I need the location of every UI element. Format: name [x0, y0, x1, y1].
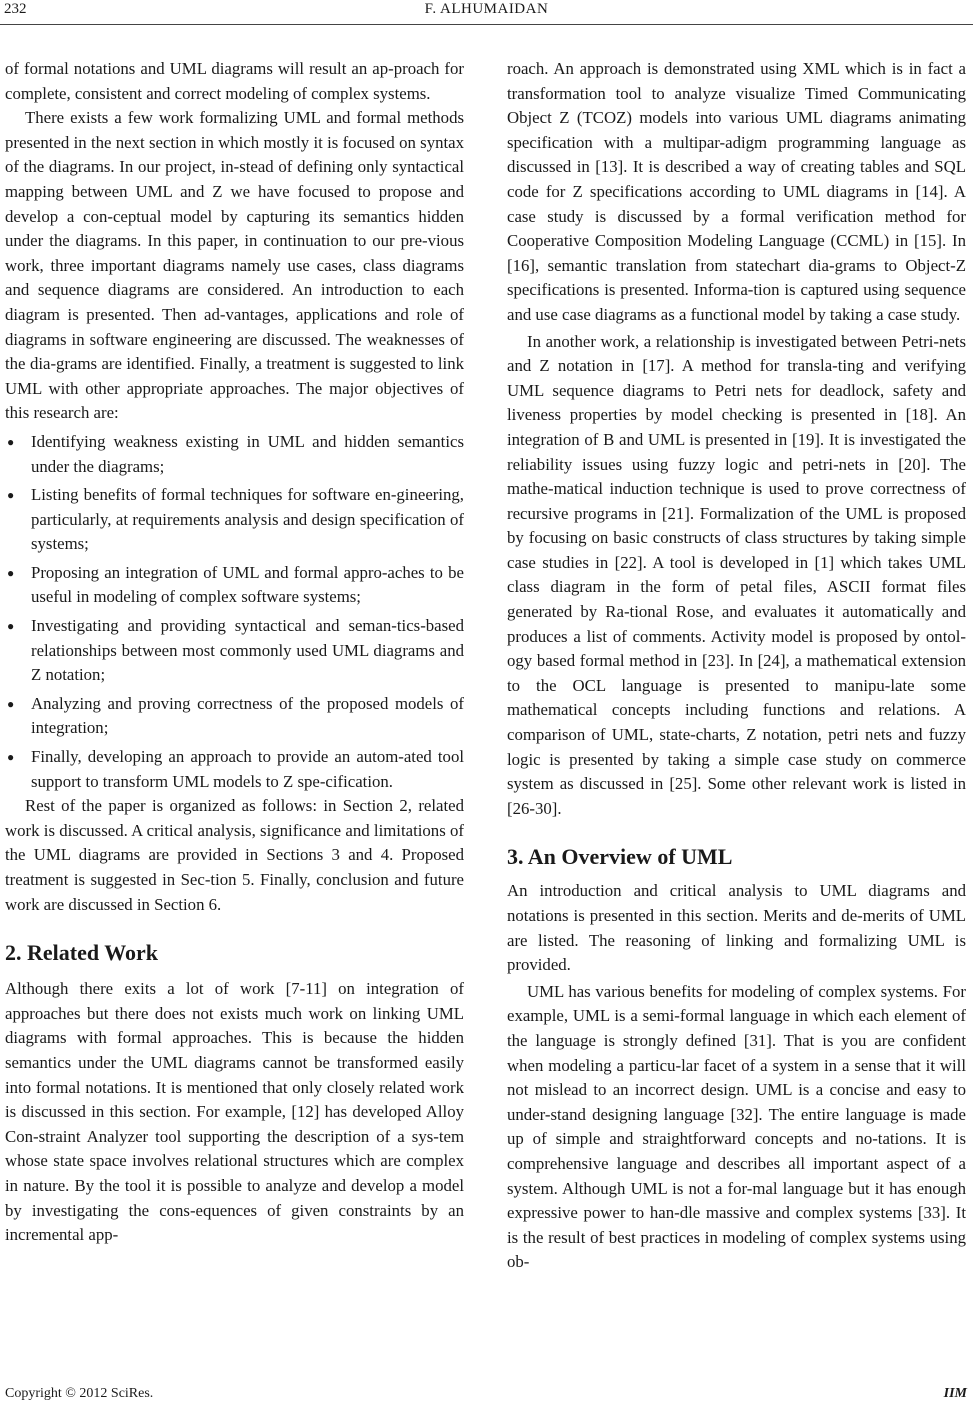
paragraph: of formal notations and UML diagrams will result an ap-proach for complete, consistent and correct modeling of complex systems.: [5, 59, 464, 103]
paragraph: In another work, a relationship is investigated between Petri-nets and Z notation in [17]. A method for transla-ting and verifying UML sequence diagrams to Petri nets for deadlock, safety and liveness properties by model checking is presented in [18]. An integration of B and UML is presented in [19]. It is investigated the reliability issues using fuzzy logic and petri-nets in [20]. The mathe-matical induction technique is used to prove correctness of recursive programs in [21]. Formalization of the UML is proposed by focusing on basic constructs of class structures by taking simple case studies in [22]. A tool is developed in [1] which takes UML class diagram in the form of petal files, ASCII format files generated by Ra-tional Rose, and evaluates it automatically and produces a list of comments. Activity model is proposed by ontol-ogy based formal method in [23]. In [24], a mathematical extension to the OCL language is presented to manipu-late some mathematical concepts including functions and relations. A comparison of UML, state-charts, Z notation, petri nets and fuzzy logic is presented by taking a simple case study on commerce system as discussed in [25]. Some other relevant work is listed in [26-30].: [507, 331, 966, 818]
paragraph: There exists a few work formalizing UML and formal methods presented in the next section in which mostly it is focused on syntax of the diagrams. In our project, in-stead of defining only syntactical mapping between UML and Z we have focused to propose and develop a con-ceptual model by capturing its semantics hidden under the diagrams. In this paper, in continuation to our pre-vious work, three important diagrams namely use cases, class diagrams and sequence diagrams are considered. An introduction to each diagram is presented. Then ad-vantages, applications and role of diagrams in software engineering are discussed. The weaknesses of the dia-grams are identified. Finally, a treatment is suggested to link UML with other appropriate approaches. The major objectives of this research are:: [5, 108, 464, 423]
section-heading: 3. An Overview of UML: [507, 844, 733, 870]
bullet-icon: ●: [7, 750, 15, 765]
paragraph: Although there exits a lot of work [7-11] on integration of approaches but there does not exists much work on linking UML diagrams with formal approaches. This is because the hidden semantics under the UML diagrams cannot be transformed easily into formal notations. It is mentioned that only closely related work is discussed in this section. For example, [12] has developed Alloy Con-straint Analyzer tool supporting the description of a sys-tem whose state space involves relational structures which are complex in nature. By the tool it is possible to analyze and develop a model by investigating the cons-equences of given constraints by an incremental app-: [5, 979, 464, 1245]
list-item: ● Analyzing and proving correctness of the proposed models of integration;: [7, 693, 464, 738]
list-item: ● Investigating and providing syntactical and seman-tics-based relationships between most commonly used UML diagrams and Z notation;: [7, 616, 464, 685]
left-column: [5, 57, 464, 1248]
list-item: ● Identifying weakness existing in UML and hidden semantics under the diagrams;: [7, 431, 464, 476]
bullet-icon: ●: [7, 619, 15, 634]
page-footer: [0, 1386, 973, 1410]
list-item: ● Proposing an integration of UML and formal appro-aches to be useful in modeling of complex software systems;: [7, 562, 464, 607]
header-rule: [0, 24, 973, 25]
list-item: ● Finally, developing an approach to provide an autom-ated tool support to transform UML models to Z spe-cification.: [7, 747, 464, 791]
paragraph: roach. An approach is demonstrated using XML which is in fact a transformation tool to analyze visualize Timed Communicating Object Z (TCOZ) models into various UML diagrams animating specification with a multipar-adigm programming language as discussed in [13]. It is described a way of creating tables and SQL code for Z specifications according to UML diagrams in [14]. A case study is discussed by a formal verification method for Cooperative Composition Modeling Language (CCML) in [15]. In [16], semantic translation from statechart dia-grams to Object-Z specifications is presented. Informa-tion is captured using sequence and use case diagrams as a functional model by taking a case study.: [507, 59, 966, 324]
right-column: [507, 57, 966, 1275]
section-heading: 2. Related Work: [5, 940, 158, 966]
page-header: [0, 0, 973, 22]
bullet-icon: ●: [7, 434, 15, 449]
running-title: F. ALHUMAIDAN: [424, 1, 549, 17]
paragraph: Rest of the paper is organized as follows: in Section 2, related work is discussed. A critical analysis, significance and limitations of the UML diagrams are provided in Sections 3 and 4. Proposed treatment is suggested in Sec-tion 5. Finally, conclusion and future work are discussed in Section 6.: [5, 796, 464, 914]
bullet-icon: ●: [7, 488, 15, 503]
journal-name: IIM: [943, 1386, 967, 1401]
copyright: Copyright © 2012 SciRes.: [5, 1386, 154, 1401]
bullet-icon: ●: [7, 565, 15, 580]
paragraph: UML has various benefits for modeling of complex systems. For example, UML is a semi-formal language in which each element of the language is strongly defined [31]. That is you are confident when modeling a particu-lar facet of a system in a sense that it will not mislead to an incorrect design. UML is a concise and easy to under-stand designing language [32]. The entire language is made up of simple and straightforward concepts and no-tations. It is comprehensive language and describes all important aspect of a system. Although UML is not a for-mal language but it has enough expressive power to han-dle massive and complex systems [33]. It is the result of best practices in modeling of complex systems using ob-: [507, 981, 966, 1272]
bullet-icon: ●: [7, 696, 15, 711]
paragraph: An introduction and critical analysis to UML diagrams and notations is presented in this section. Merits and de-merits of UML are listed. The reasoning of linking and formalizing UML is provided.: [507, 881, 966, 975]
list-item: ● Listing benefits of formal techniques for software en-gineering, particularly, at requirements analysis and design specification of systems;: [7, 485, 464, 554]
page-number: 232: [4, 1, 27, 17]
objectives-list: [5, 430, 464, 794]
